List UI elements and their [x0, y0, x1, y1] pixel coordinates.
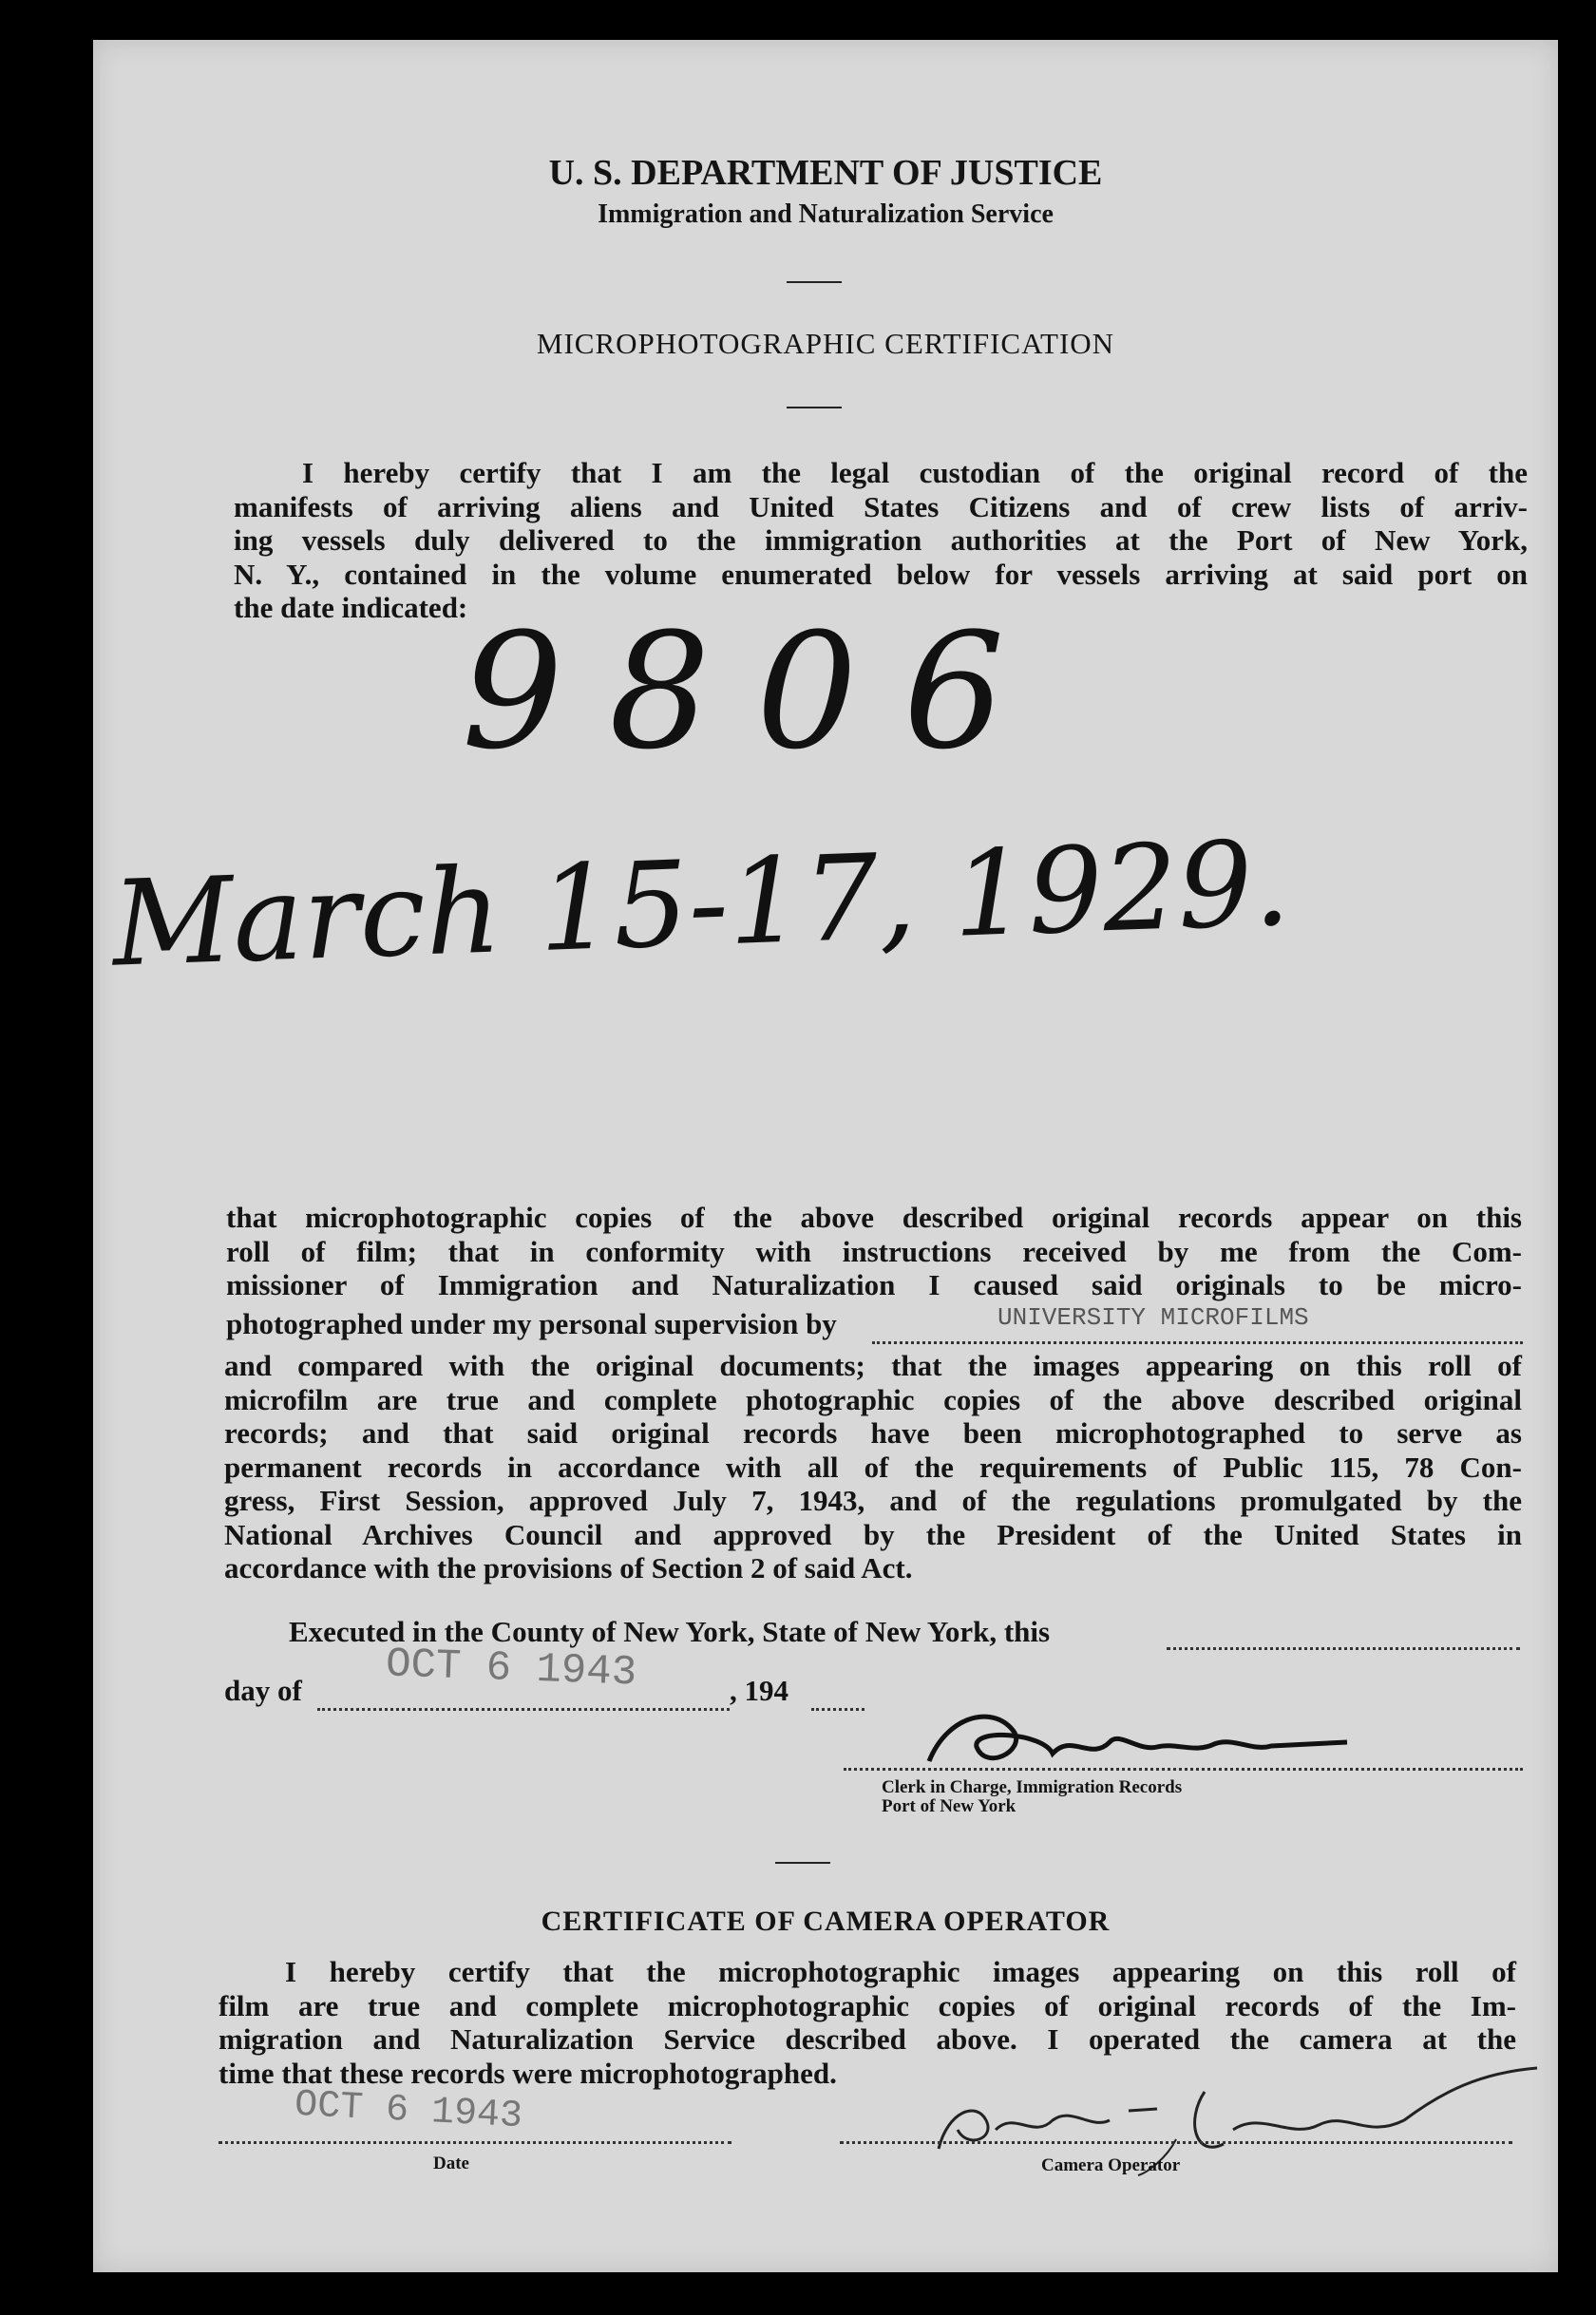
- body-line: National Archives Council and approved by the President of the United States in: [224, 1517, 1522, 1551]
- executed-date-stamp: OCT 6 1943: [385, 1641, 637, 1698]
- microfilm-company-stamp: UNIVERSITY MICROFILMS: [998, 1303, 1309, 1332]
- clerk-title: Clerk in Charge, Immigration Records: [882, 1777, 1183, 1797]
- camera-line: time that these records were microphotographed.: [218, 2056, 837, 2090]
- title-divider: [787, 407, 842, 408]
- body-line: accordance with the provisions of Section 2 of said Act.: [224, 1551, 913, 1584]
- supervision-blank-line: [872, 1341, 1523, 1344]
- handwritten-dates: March 15-17, 1929.: [109, 815, 1293, 994]
- camera-operator-line: [840, 2141, 1512, 2144]
- year-blank-line: [811, 1708, 864, 1711]
- body-line: that microphotographic copies of the above described original records appear on this: [226, 1201, 1522, 1234]
- executed-statement: Executed in the County of New York, State of New York, this: [289, 1615, 1051, 1648]
- camera-date-label: Date: [433, 2154, 469, 2173]
- clerk-signature-line: [844, 1768, 1523, 1771]
- camera-certificate-title: CERTIFICATE OF CAMERA OPERATOR: [541, 1906, 1111, 1937]
- camera-line: I hereby certify that the microphotographic images appearing on this roll of: [285, 1955, 1516, 1988]
- intro-line: N. Y., contained in the volume enumerated below for vessels arriving at said port on: [234, 557, 1528, 591]
- camera-date-line: [218, 2141, 732, 2144]
- intro-line: ing vessels duly delivered to the immigration authorities at the Port of New York,: [234, 523, 1528, 557]
- day-of-label: day of: [224, 1674, 302, 1707]
- handwritten-volume-number: 9806: [462, 598, 1051, 785]
- certificate-page: [93, 40, 1558, 2272]
- intro-line: the date indicated:: [234, 591, 468, 624]
- body-line: roll of film; that in conformity with instructions received by me from the Com-: [226, 1234, 1522, 1268]
- intro-line: I hereby certify that I am the legal custodian of the original record of the: [302, 456, 1528, 489]
- day-of-blank-line: [317, 1708, 730, 1711]
- body-line: gress, First Session, approved July 7, 1943, and of the regulations promulgated by the: [224, 1484, 1522, 1517]
- body-line: records; and that said original records have been microphotographed to serve as: [224, 1416, 1522, 1450]
- service-subheading: Immigration and Naturalization Service: [598, 199, 1054, 229]
- executed-blank-line: [1167, 1647, 1520, 1650]
- camera-operator-signature: [910, 2054, 1556, 2177]
- header-divider: [787, 281, 842, 283]
- camera-line: migration and Naturalization Service described above. I operated the camera at the: [218, 2022, 1516, 2056]
- year-suffix: , 194: [730, 1674, 788, 1707]
- body-line: microfilm are true and complete photographic copies of the above described original: [224, 1382, 1522, 1416]
- body-line: permanent records in accordance with all of the requirements of Public 115, 78 Con-: [224, 1450, 1522, 1484]
- supervision-prefix: photographed under my personal supervision by: [226, 1307, 837, 1340]
- camera-date-stamp: OCT 6 1943: [293, 2083, 524, 2139]
- section-divider: [775, 1862, 830, 1864]
- camera-operator-label: Camera Operator: [1041, 2155, 1181, 2175]
- body-paragraph-a: [226, 1201, 1522, 1302]
- clerk-port: Port of New York: [882, 1796, 1016, 1816]
- agency-heading: U. S. DEPARTMENT OF JUSTICE: [548, 153, 1103, 193]
- body-paragraph-b: [224, 1349, 1522, 1585]
- camera-line: film are true and complete microphotographic copies of original records of the Im-: [218, 1988, 1516, 2022]
- body-line: and compared with the original documents; that the images appearing on this roll of: [224, 1349, 1522, 1382]
- intro-line: manifests of arriving aliens and United States Citizens and of crew lists of arriv-: [234, 489, 1528, 523]
- certification-title: MICROPHOTOGRAPHIC CERTIFICATION: [536, 327, 1115, 360]
- body-line: missioner of Immigration and Naturalization I caused said originals to be micro-: [226, 1268, 1522, 1301]
